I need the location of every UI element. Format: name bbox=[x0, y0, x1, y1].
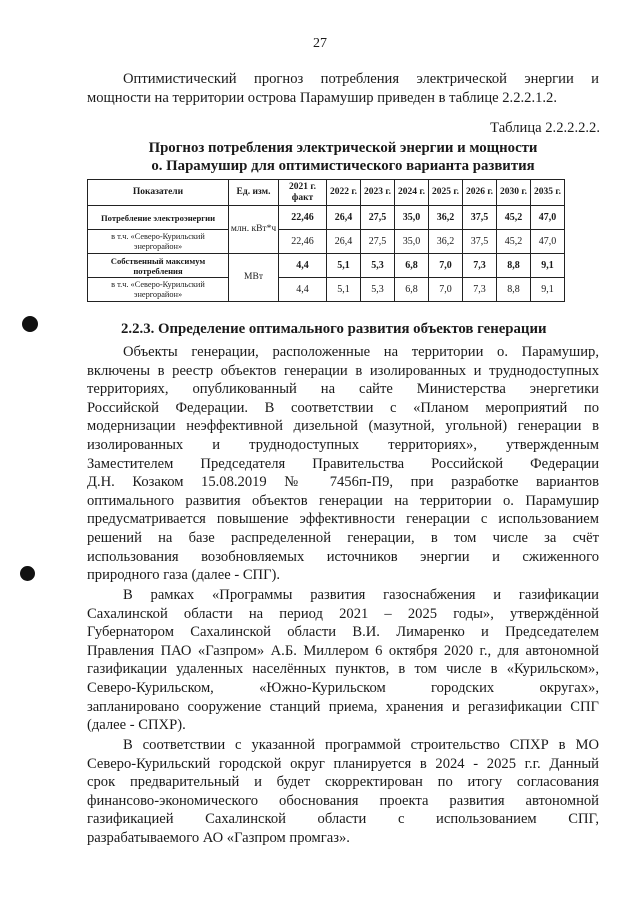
text-line: газификации удаленных населённых пунктов, в том числе в «Курильском», bbox=[87, 661, 599, 678]
table-title-line: о. Парамушир для оптимистического варианта развития bbox=[151, 158, 535, 174]
text-line: Российской Федерации. В соответствии с «Планом мероприятий по bbox=[87, 399, 599, 416]
value-cell: 7,3 bbox=[463, 278, 497, 302]
value-cell: 26,4 bbox=[327, 230, 361, 254]
text-line: решений на базе распределенной генерации, в том числе за счёт bbox=[87, 529, 599, 546]
paragraph-generation-objects bbox=[87, 343, 599, 585]
header-cell: 2022 г. bbox=[327, 180, 361, 206]
binder-hole bbox=[22, 316, 38, 332]
table-title-line: Прогноз потребления электрической энергии и мощности bbox=[148, 140, 538, 156]
value-cell: 37,5 bbox=[463, 230, 497, 254]
value-cell: 8,8 bbox=[497, 278, 531, 302]
value-cell: 22,46 bbox=[279, 230, 327, 254]
table-row bbox=[88, 254, 565, 278]
value-cell: 27,5 bbox=[361, 230, 395, 254]
text-line: Объекты генерации, расположенные на территории о. Парамушир, bbox=[123, 344, 599, 360]
text-line: Губернатором Сахалинской области В.И. Лимаренко и Председателем bbox=[87, 624, 599, 641]
value-cell: 4,4 bbox=[279, 254, 327, 278]
text-line: запланировано сооружение станций приема, хранения и регазификации СПГ bbox=[87, 698, 599, 715]
value-cell: 7,3 bbox=[463, 254, 497, 278]
intro-paragraph bbox=[87, 70, 599, 107]
value-cell: 8,8 bbox=[497, 254, 531, 278]
value-cell: 47,0 bbox=[531, 230, 565, 254]
text-line: Сахалинской области на период 2021 – 2025 годы», утверждённой bbox=[87, 605, 599, 622]
header-cell: 2025 г. bbox=[429, 180, 463, 206]
text-line: срок предварительный и будет скорректирован по итогу согласования bbox=[87, 774, 599, 791]
value-cell: 22,46 bbox=[279, 206, 327, 230]
value-cell: 7,0 bbox=[429, 254, 463, 278]
text-line: оптимального развития объектов генерации на территории о. Парамушир bbox=[87, 492, 599, 509]
text-line: мощности на территории острова Парамушир приведен в таблице 2.2.2.1.2. bbox=[87, 89, 557, 106]
value-cell: 45,2 bbox=[497, 230, 531, 254]
text-line: Северо-Курильском, «Южно-Курильском городских округах», bbox=[87, 679, 599, 696]
table-row bbox=[88, 230, 565, 254]
value-cell: 27,5 bbox=[361, 206, 395, 230]
value-cell: 47,0 bbox=[531, 206, 565, 230]
text-line: В рамках «Программы развития газоснабжения и газификации bbox=[123, 587, 599, 603]
text-line: разрабатываемого АО «Газпром промгаз». bbox=[87, 829, 350, 846]
value-cell: 45,2 bbox=[497, 206, 531, 230]
header-cell: Ед. изм. bbox=[229, 180, 279, 206]
table-row bbox=[88, 278, 565, 302]
text-line: Заместителем Председателя Правительства Российской Федерации bbox=[87, 455, 599, 472]
text-line: модернизации неэффективной дизельной (мазутной, угольной) генерации в bbox=[87, 418, 599, 435]
text-line: Правления ПАО «Газпром» А.Б. Миллером 6 октября 2020 г., для автономной bbox=[87, 642, 599, 659]
row-label: Собственный максимум потребления bbox=[88, 254, 229, 278]
header-cell: 2024 г. bbox=[395, 180, 429, 206]
value-cell: 7,0 bbox=[429, 278, 463, 302]
text-line: природного газа (далее - СПГ). bbox=[87, 567, 281, 584]
text-line: (далее - СПХР). bbox=[87, 717, 186, 734]
value-cell: 35,0 bbox=[395, 206, 429, 230]
table-row bbox=[88, 206, 565, 230]
value-cell: 6,8 bbox=[395, 278, 429, 302]
text-line: Северо-Курильский городской округ планируется в 2024 - 2025 г.г. Данный bbox=[87, 755, 599, 772]
value-cell: 36,2 bbox=[429, 230, 463, 254]
section-heading-text: 2.2.3. Определение оптимального развития объектов генерации bbox=[121, 321, 547, 337]
text-line: территориях, опубликованный на сайте Министерства энергетики bbox=[87, 381, 599, 398]
value-cell: 4,4 bbox=[279, 278, 327, 302]
value-cell: 5,1 bbox=[327, 254, 361, 278]
text-line: финансово-экономического обоснования проекта развития автономной bbox=[87, 792, 599, 809]
paragraph-gasification-program bbox=[87, 586, 599, 735]
text-line: газификацией Сахалинской области с использованием СПГ, bbox=[87, 811, 599, 828]
value-cell: 36,2 bbox=[429, 206, 463, 230]
text-line: Д.Н. Козаком 15.08.2019 № 7456п-П9, при разработке вариантов bbox=[87, 474, 599, 491]
section-heading bbox=[87, 320, 599, 338]
header-cell: 2021 г. факт bbox=[279, 180, 327, 206]
forecast-table bbox=[87, 179, 565, 302]
value-cell: 26,4 bbox=[327, 206, 361, 230]
header-cell: 2023 г. bbox=[361, 180, 395, 206]
text-line: использования возобновляемых источников энергии и сжиженного bbox=[87, 548, 599, 565]
binder-hole bbox=[20, 566, 35, 581]
header-cell: 2030 г. bbox=[497, 180, 531, 206]
row-label: в т.ч. «Северо-Курильский энергорайон» bbox=[88, 230, 229, 254]
text-line: изолированных и труднодоступных территориях», утвержденным bbox=[87, 436, 599, 453]
page-number: 27 bbox=[313, 36, 327, 51]
text-line: Оптимистический прогноз потребления электрической энергии и bbox=[123, 71, 599, 87]
row-label: Потребление электроэнергии bbox=[88, 206, 229, 230]
table-header-row bbox=[88, 180, 565, 206]
header-cell: 2026 г. bbox=[463, 180, 497, 206]
value-cell: 35,0 bbox=[395, 230, 429, 254]
value-cell: 5,3 bbox=[361, 254, 395, 278]
value-cell: 9,1 bbox=[531, 278, 565, 302]
value-cell: 5,1 bbox=[327, 278, 361, 302]
value-cell: 5,3 bbox=[361, 278, 395, 302]
paragraph-sphr-construction bbox=[87, 736, 599, 848]
value-cell: 6,8 bbox=[395, 254, 429, 278]
value-cell: 9,1 bbox=[531, 254, 565, 278]
text-line: включены в реестр объектов генерации в изолированных и труднодоступных bbox=[87, 362, 599, 379]
table-caption: Таблица 2.2.2.2.2. bbox=[490, 120, 600, 136]
row-label: в т.ч. «Северо-Курильский энергорайон» bbox=[88, 278, 229, 302]
unit-cell: МВт bbox=[229, 254, 279, 302]
text-line: В соответствии с указанной программой строительство СПХР в МО bbox=[123, 737, 599, 753]
header-cell: 2035 г. bbox=[531, 180, 565, 206]
unit-cell: млн. кВт*ч bbox=[229, 206, 279, 254]
table-title bbox=[87, 139, 599, 175]
text-line: предусматривается повышение эффективности генерации с использованием bbox=[87, 511, 599, 528]
header-cell: Показатели bbox=[88, 180, 229, 206]
value-cell: 37,5 bbox=[463, 206, 497, 230]
